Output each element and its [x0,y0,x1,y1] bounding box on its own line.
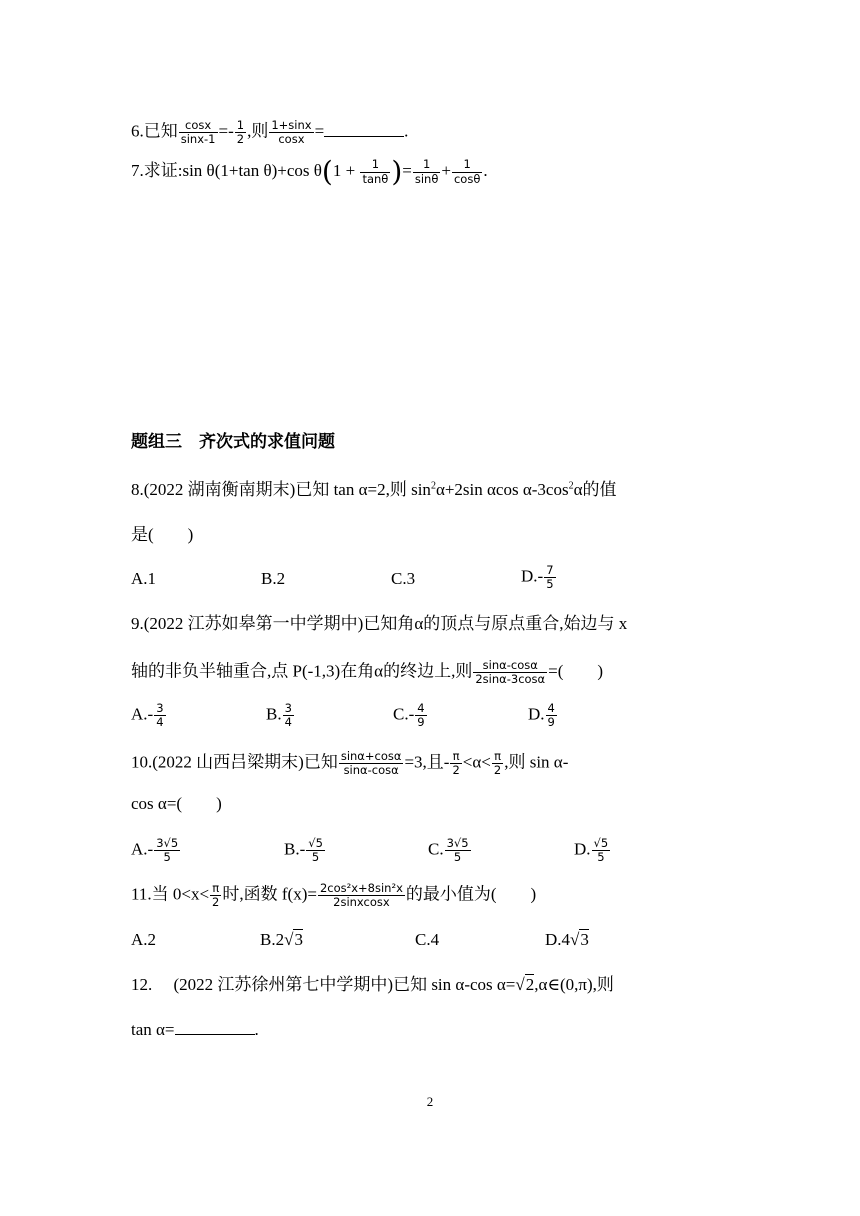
fraction: $\frac{\sin\alpha+\cos\alpha}{\sin\alpha-\cos\alpha}$ [340,749,402,778]
option-b[interactable]: B.2 [261,569,286,588]
fraction: $\frac{\sin\alpha-\cos\alpha}{2\sin\alpha-3\cos\alpha}$ [475,658,546,687]
option-d[interactable]: D.- $\frac{7}{5}$ [521,563,554,592]
option-c[interactable]: C. $\frac{3√5}{5}$ [428,836,469,865]
fraction: $\frac{\text{2cos²x+8sin²x}}{\text{2sinxcosx}}$ [319,881,403,910]
question-10: 10.(2022 山西吕梁期末)已知 $\frac{\sin\alpha+\cos\alpha}{\sin\alpha-\cos\alpha}$ =3,且- $\frac{\pi}{2}$ <α< $\frac{\pi}{2}$ ,则 sin α- [131,749,569,778]
option-a[interactable]: A.- $\frac{3}{4}$ [131,701,164,730]
option-a[interactable]: A.1 [131,569,157,588]
question-11: 11.当 0<x< $\frac{\pi}{2}$ 时,函数 f(x)= $\frac{\text{2cos²x+8sin²x}}{\text{2sinxcosx}}$ 的最小值为( ) [131,881,537,910]
option-b[interactable]: B.2√3 [260,930,303,949]
page-number: 2 [426,1094,434,1109]
question-7: 7.求证:sin θ(1+tan θ)+cos θ(1 + $\frac{1}{\tan\theta}$ )= $\frac{1}{\sin\theta}$ + $\frac{1}{\cos\theta}$ . [131,155,488,188]
option-a[interactable]: A.- $\frac{3√5}{5}$ [131,836,179,865]
option-b[interactable]: B.- $\frac{√5}{5}$ [284,836,323,865]
question-9-line2: 轴的非负半轴重合,点 P(-1,3)在角α的终边上,则 $\frac{\sin\alpha-\cos\alpha}{2\sin\alpha-3\cos\alpha}$ =( ) [131,658,604,687]
fraction: $\frac{1+\sin x}{\cos x}$ [271,118,312,147]
question-9: 9.(2022 江苏如皋第一中学期中)已知角α的顶点与原点重合,始边与 x [131,614,628,633]
left-paren: ( [321,155,333,188]
question-12: 12. (2022 江苏徐州第七中学期中)已知 sin α-cos α=√2,α∈(0,π),则 [131,975,614,994]
option-d[interactable]: D. $\frac{4}{9}$ [528,701,555,730]
option-c[interactable]: C.3 [391,569,416,588]
fraction: $\frac{1}{\tan\theta}$ [362,157,389,186]
option-b[interactable]: B. $\frac{3}{4}$ [266,701,292,730]
right-paren: ) [391,155,403,188]
option-d[interactable]: D.4√3 [545,930,589,949]
answer-blank[interactable] [175,1032,255,1035]
fraction: $\frac{\cos x}{\sin x-1}$ [180,118,216,147]
fraction: $\frac{1}{2}$ [236,118,245,147]
question-12-line2: tan α= . [131,1020,259,1039]
option-a[interactable]: A.2 [131,930,157,949]
fraction: $\frac{1}{\sin\theta}$ [414,157,439,186]
question-10-line2: cos α=( ) [131,794,222,813]
section-heading: 题组三 齐次式的求值问题 [131,432,335,452]
answer-blank[interactable] [324,134,404,137]
question-8-line2: 是( ) [131,525,194,544]
question-6: 6.已知 $\frac{\cos x}{\sin x-1}$ =- $\frac{1}{2}$ ,则 $\frac{1+\sin x}{\cos x}$ = . [131,118,409,147]
option-c[interactable]: C.- $\frac{4}{9}$ [393,701,425,730]
question-8: 8.(2022 湖南衡南期末)已知 tan α=2,则 $\sin^2\alpha+2\sin$ αcos $\alpha-3\cos^2\alpha$的值 [131,480,617,499]
option-d[interactable]: D. $\frac{√5}{5}$ [574,836,609,865]
option-c[interactable]: C.4 [415,930,440,949]
fraction: $\frac{1}{\cos\theta}$ [453,157,481,186]
